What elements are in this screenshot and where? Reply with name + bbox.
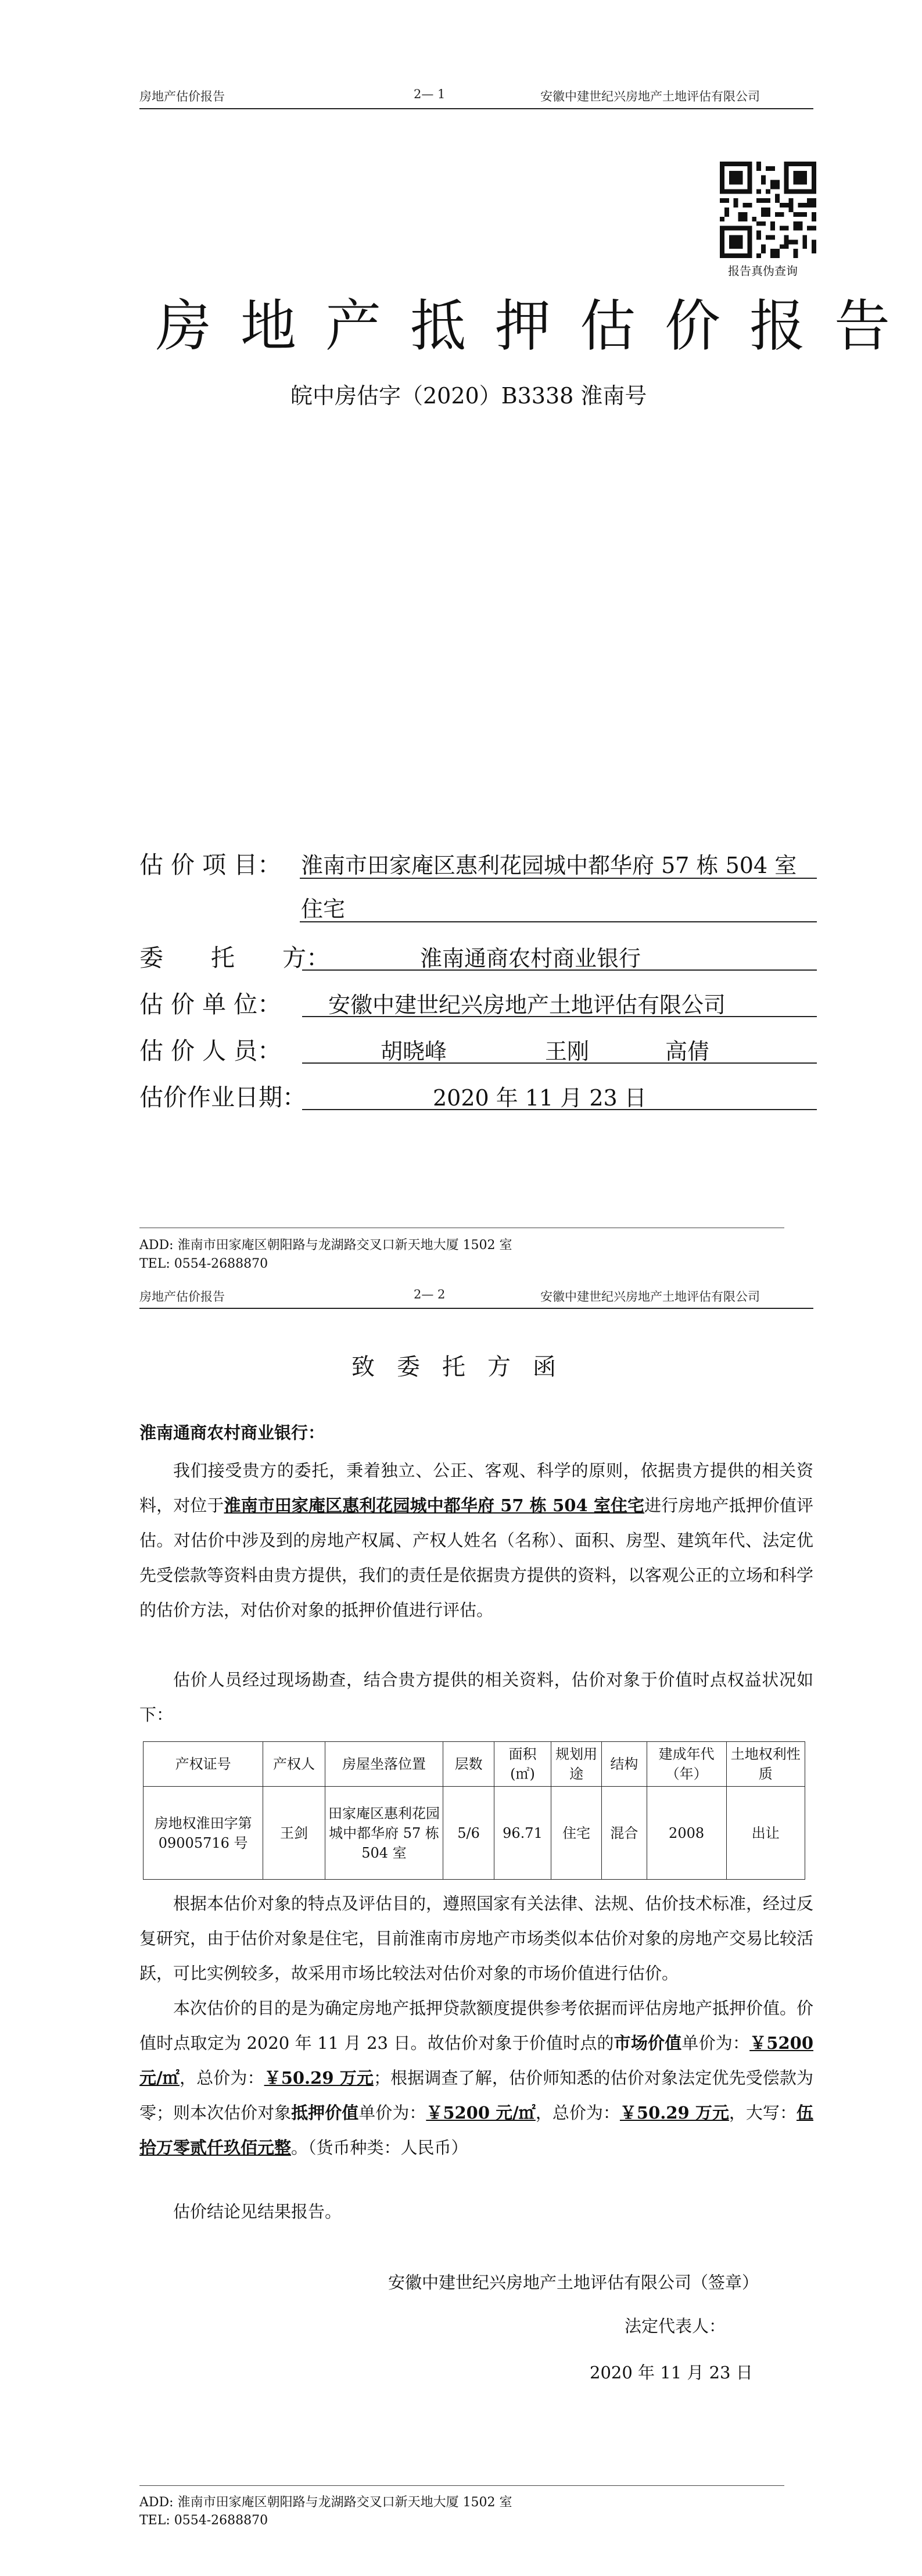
p4-text: ，总价为： (179, 2068, 264, 2088)
table-cell-floors: 5/6 (443, 1787, 494, 1880)
table-header-cell: 建成年代（年） (647, 1742, 726, 1787)
p4-text: ，大写： (729, 2103, 797, 2123)
page1-footer-address: ADD: 淮南市田家庵区朝阳路与龙湖路交叉口新天地大厦 1502 室 (139, 1238, 512, 1253)
letter-salutation: 淮南通商农村商业银行： (139, 1423, 325, 1443)
staff-member-3: 高倩 (665, 1039, 710, 1064)
page1-header-rule (139, 108, 813, 109)
client-value: 淮南通商农村商业银行 (420, 946, 641, 971)
letter-paragraph-1 (139, 1453, 813, 1627)
page1-header-right: 安徽中建世纪兴房地产土地评估有限公司 (540, 90, 760, 103)
date-label: 估价作业日期： (139, 1083, 306, 1111)
table-cell-cert-no: 房地权淮田字第 09005716 号 (143, 1787, 263, 1880)
page2-header-left: 房地产估价报告 (139, 1290, 225, 1304)
p4-mortgage-value-label: 抵押价值 (291, 2103, 359, 2123)
table-cell-structure: 混合 (602, 1787, 647, 1880)
date-underline (302, 1109, 817, 1110)
p4-text: 本次估价的目的是为确定房地产抵押贷款额度提供参考依据而评估房地产抵押价值。价值时点取定为 2020 年 11 月 23 日。故估价对象于价值时点的 (139, 1998, 814, 2053)
table-header-cell: 房屋坐落位置 (325, 1742, 443, 1787)
letter-paragraph-2: 估价人员经过现场勘查，结合贵方提供的相关资料，估价对象于价值时点权益状况如下： (139, 1670, 813, 1725)
project-label: 估 价 项 目： (139, 851, 282, 879)
table-header-cell: 土地权利性质 (726, 1742, 805, 1787)
p4-mortgage-unit-price: ￥5200 元/㎡ (426, 2103, 536, 2123)
table-header-cell: 规划用途 (551, 1742, 602, 1787)
p4-market-value-label: 市场价值 (614, 2033, 682, 2053)
letter-title: 致委托方函 (351, 1354, 578, 1380)
page2-footer-address: ADD: 淮南市田家庵区朝阳路与龙湖路交叉口新天地大厦 1502 室 (139, 2495, 512, 2510)
table-cell-land-right: 出让 (726, 1787, 805, 1880)
signature-date: 2020 年 11 月 23 日 (590, 2363, 753, 2382)
project-value-line1: 淮南市田家庵区惠利花园城中都华府 57 栋 504 室 (301, 853, 797, 878)
letter-paragraph-5: 估价结论见结果报告。 (173, 2202, 342, 2221)
p1-property-address: 淮南市田家庵区惠利花园城中都华府 57 栋 504 室住宅 (224, 1495, 645, 1515)
page2-header-right: 安徽中建世纪兴房地产土地评估有限公司 (540, 1290, 760, 1304)
p4-text: 。（货币种类：人民币） (291, 2138, 468, 2158)
project-underline-2 (300, 921, 817, 922)
page2-header-page-number: 2— 2 (414, 1287, 446, 1301)
page2-header-rule (139, 1308, 813, 1309)
page1-footer-tel: TEL: 0554-2688870 (139, 1257, 268, 1271)
client-label: 委 托 方： (139, 944, 330, 972)
date-value: 2020 年 11 月 23 日 (433, 1085, 647, 1111)
p1-text-a: 我们接受贵方的委托，秉着独立、公正、客观、科学的原则，依据贵方提供的相关资料，对位于 (139, 1461, 813, 1515)
p4-amount-in-words: 伍拾万零贰仟玖佰元整 (139, 2103, 813, 2158)
property-info-table (143, 1741, 805, 1880)
page1-header-left: 房地产估价报告 (139, 90, 225, 103)
p4-market-unit-price: ￥5200 元/㎡ (139, 2033, 813, 2088)
letter-paragraph-4 (139, 1991, 813, 2165)
unit-value: 安徽中建世纪兴房地产土地评估有限公司 (328, 992, 726, 1018)
signature-company: 安徽中建世纪兴房地产土地评估有限公司（签章） (388, 2273, 759, 2292)
table-header-cell: 产权人 (263, 1742, 325, 1787)
qr-caption: 报告真伪查询 (728, 264, 798, 278)
table-header-cell: 层数 (443, 1742, 494, 1787)
p4-text: ，总价为： (535, 2103, 620, 2123)
unit-underline (302, 1016, 817, 1017)
page1-header-page-number: 2— 1 (414, 87, 446, 101)
table-cell-location: 田家庵区惠利花园城中都华府 57 栋 504 室 (325, 1787, 443, 1880)
p4-text: ；根据调查了解，估价师知悉的估价对象法定优先受偿款为零；则本次估价对象 (139, 2068, 813, 2123)
table-cell-area: 96.71 (494, 1787, 551, 1880)
p4-text: 单价为： (681, 2033, 750, 2053)
table-header-cell: 面积(㎡) (494, 1742, 551, 1787)
staff-underline (302, 1062, 817, 1064)
qr-code-icon (720, 162, 816, 258)
report-number: 皖中房估字（2020）B3338 淮南号 (290, 383, 647, 409)
table-cell-year: 2008 (647, 1787, 726, 1880)
staff-member-2: 王刚 (545, 1039, 590, 1064)
p4-mortgage-total-price: ￥50.29 万元 (619, 2103, 729, 2123)
p4-market-total-price: ￥50.29 万元 (264, 2068, 374, 2088)
signature-legal-rep: 法定代表人： (625, 2316, 726, 2336)
letter-paragraph-3: 根据本估价对象的特点及评估目的，遵照国家有关法律、法规、估价技术标准，经过反复研究，由于估价对象是住宅，目前淮南市房地产市场类似本估价对象的房地产交易比较活跃，可比实例较多，故采用市场比较法对估价对象的市场价值进行估价。 (139, 1894, 814, 1983)
page2-footer-rule (139, 2485, 784, 2486)
project-value-line2: 住宅 (301, 896, 346, 922)
table-row (143, 1787, 805, 1880)
client-underline (302, 969, 817, 971)
p1-text-c: 进行房地产抵押价值评估。对估价中涉及到的房地产权属、产权人姓名（名称）、面积、房型、建筑年代、法定优先受偿款等资料由贵方提供，我们的责任是依据贵方提供的资料，以客观公正的立场和科学的估价方法，对估价对象的抵押价值进行评估。 (139, 1495, 814, 1620)
report-title: 房地产抵押估价报告 (156, 294, 919, 359)
table-cell-use: 住宅 (551, 1787, 602, 1880)
table-cell-owner: 王剑 (263, 1787, 325, 1880)
p4-text: 单价为： (358, 2103, 426, 2123)
table-header-cell: 产权证号 (143, 1742, 263, 1787)
unit-label: 估 价 单 位： (139, 990, 282, 1018)
table-header-cell: 结构 (602, 1742, 647, 1787)
staff-member-1: 胡晓峰 (381, 1039, 447, 1064)
staff-label: 估 价 人 员： (139, 1037, 282, 1065)
page2-footer-tel: TEL: 0554-2688870 (139, 2513, 268, 2528)
project-underline-1 (300, 878, 817, 879)
table-header-row (143, 1742, 805, 1787)
